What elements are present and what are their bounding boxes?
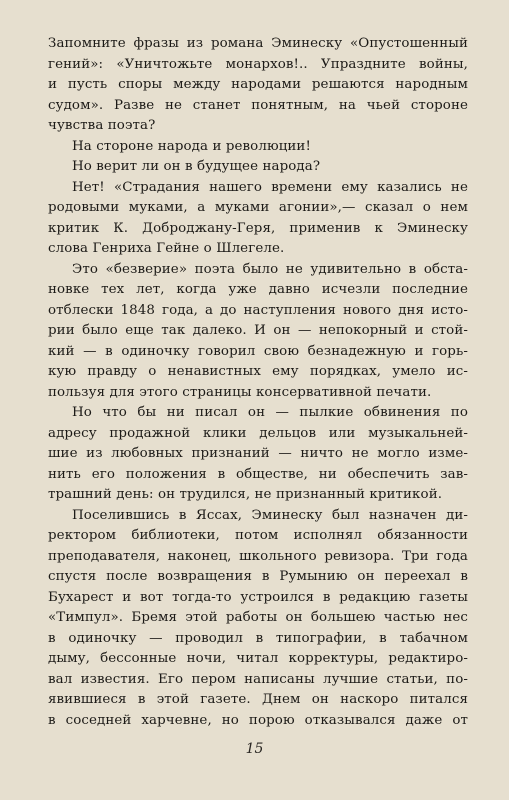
text-line: явившиеся в этой газете. Днем он наскоро питался — [48, 692, 468, 707]
text-line: судом». Разве не станет понятным, на чьей стороне — [48, 97, 468, 113]
text-line: рии было еще так далеко. И он — непокорный и стой- — [48, 323, 468, 338]
text-line: в одиночку — проводил в типографии, в табачном — [48, 630, 468, 646]
page-number: 15 — [245, 741, 264, 757]
text-line: шие из любовных признаний — ничто не могло изме- — [48, 446, 468, 461]
text-line: Но верит ли он в будущее народа? — [72, 159, 321, 174]
text-line: вал известия. Его пером написаны лучшие статьи, по- — [48, 671, 468, 687]
text-line: слова Генриха Гейне о Шлегеле. — [48, 241, 285, 256]
text-line: Поселившись в Яссах, Эминеску был назначен ди- — [72, 507, 468, 523]
text-line: Нет! «Страдания нашего времени ему казались не — [72, 179, 468, 195]
text-line: и пусть споры между народами решаются народным — [48, 77, 468, 92]
text-line: На стороне народа и революции! — [72, 138, 311, 154]
text-line: Но что бы ни писал он — пылкие обвинения по — [72, 405, 468, 420]
text-line: родовыми муками, а муками агонии»,— сказал о нем — [48, 200, 468, 215]
text-line: отблески 1848 года, а до наступления нового дня исто- — [48, 302, 468, 318]
text-line: «Тимпул». Бремя этой работы он большею частью нес — [48, 610, 468, 625]
text-line: преподавателя, наконец, школьного ревизора. Три года — [48, 548, 468, 564]
text-line: кий — в одиночку говорил свою безнадежную и горь- — [48, 343, 468, 359]
text-line: трашний день: он трудился, не признанный критикой. — [48, 487, 443, 502]
text-line: дыму, бессонные ночи, читал корректуры, редактиро- — [48, 651, 468, 666]
text-line: в соседней харчевне, но порою отказывался даже от — [48, 712, 468, 728]
text-line: гений»: «Уничтожьте монархов!.. Упраздните войны, — [48, 56, 468, 72]
text-line: новке тех лет, когда уже давно исчезли последние — [48, 282, 468, 297]
text-line: нить его положения в обществе, ни обеспечить зав- — [48, 466, 468, 482]
text-line: Запомните фразы из романа Эминеску «Опустошенный — [48, 36, 468, 51]
text-line: спустя после возвращения в Румынию он переехал в — [48, 569, 468, 584]
text-line: адресу продажной клики дельцов или музыкальней- — [48, 425, 468, 441]
text-line: пользуя для этого страницы консервативной печати. — [48, 384, 432, 400]
text-line: чувства поэта? — [48, 118, 156, 133]
text-line: кую правду о ненавистных ему порядках, умело ис- — [48, 364, 468, 379]
text-line: критик К. Доброджану-Геря, применив к Эминеску — [48, 220, 468, 236]
text-line: Бухарест и вот тогда-то устроился в редакцию газеты — [48, 589, 468, 605]
text-line: ректором библиотеки, потом исполнял обязанности — [48, 528, 468, 543]
body-text — [48, 34, 468, 731]
text-line: Это «безверие» поэта было не удивительно в обста- — [72, 261, 468, 277]
